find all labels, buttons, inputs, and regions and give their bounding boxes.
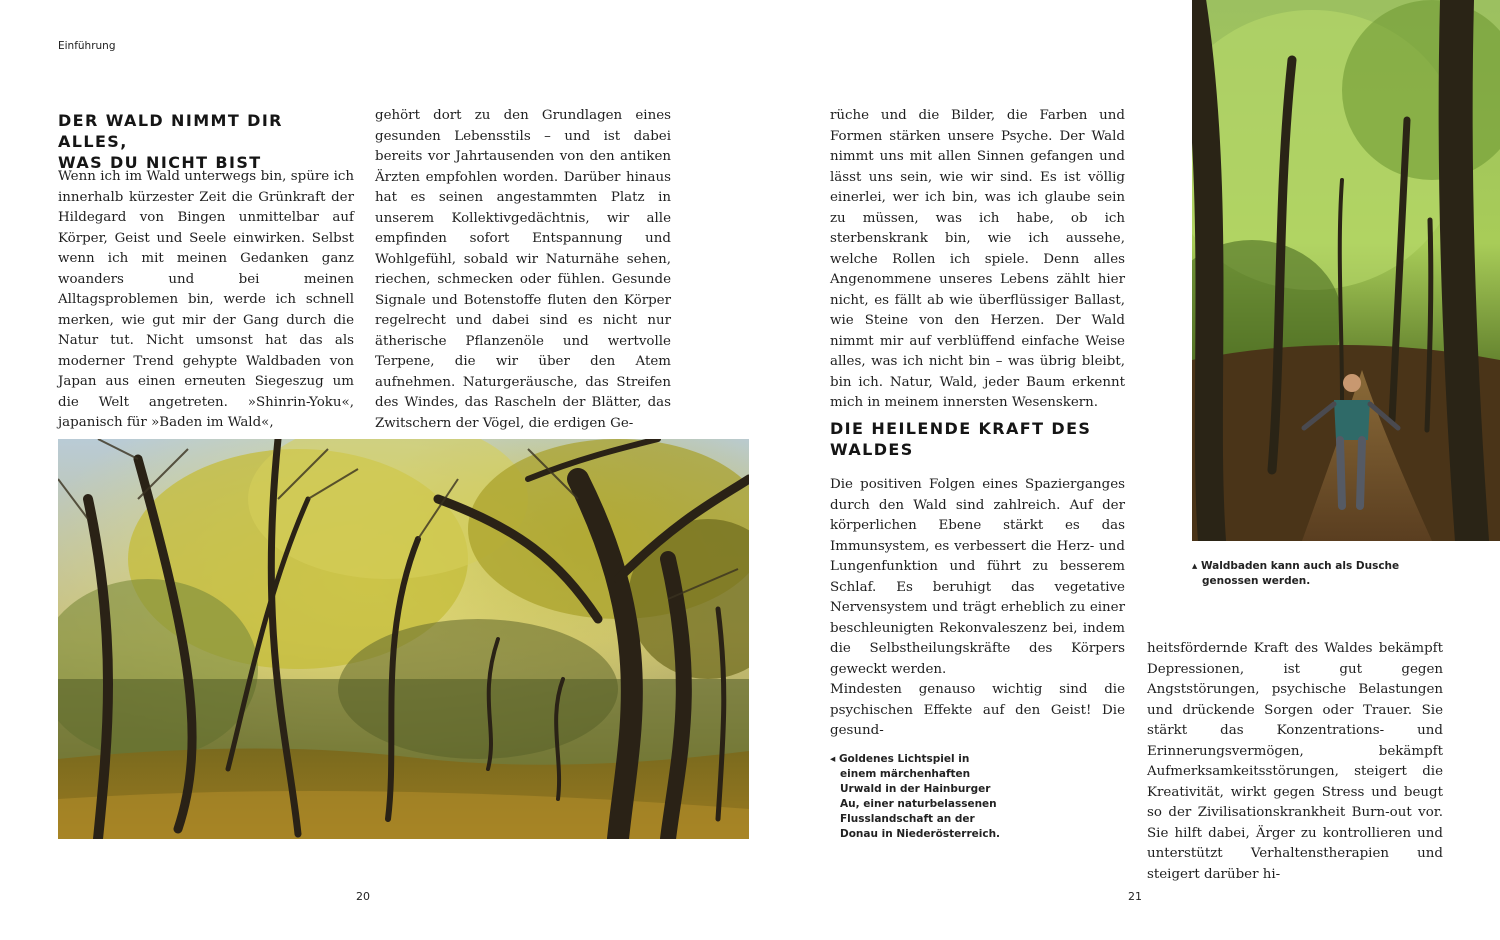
autumn-forest-photo	[58, 439, 749, 839]
paragraph-psychic-effects: Mindesten genauso wichtig sind die psychischen Effekte auf den Geist! Die gesund-	[830, 682, 1125, 738]
caption-left-line-6: Donau in Niederösterreich.	[840, 828, 1001, 840]
caption-left-line-2: einem märchenhaften	[840, 768, 971, 780]
paragraph-physical-effects: Die positiven Folgen eines Spazierganges durch den Wald sind zahlreich. Auf der körperlichen Ebene stärkt es das Immunsystem, es verbessert die Herz- und Lungenfunktion und führt zu besserem Schlaf. Es beruhigt das vegetative Nervensystem und trägt erheblich zu einer beschleunigten Rekonvaleszenz bei, indem die Selbstheilungskräfte des Körpers geweckt werden.	[830, 477, 1125, 677]
caption-right-line-1: Waldbaden kann auch als Dusche	[1200, 560, 1400, 572]
caption-left-line-5: Flusslandschaft an der	[840, 813, 975, 825]
caption-right-marker: ▴	[1192, 560, 1198, 572]
page-number-left: 20	[356, 890, 370, 903]
body-column-4: heitsfördernde Kraft des Waldes bekämpft Depressionen, ist gut gegen Angststörungen, psychische Belastungen und drückende Sorgen oder Trauer. Sie stärkt das Konzentrations- und Erinnerungsvermögen, bekämpft Aufmerksamkeitsstörungen, steigert die Kreativität, wirkt gegen Stress und beugt so der Zivilisationskrankheit Burn-out vor. Sie hilft dabei, Ärger zu kontrollieren und unterstützt Verhaltenstherapien und steigert darüber hi-	[1147, 641, 1443, 882]
child-forest-photo	[1192, 0, 1500, 541]
caption-left-marker: ◂	[830, 753, 836, 765]
heading-2-line-1: DIE HEILENDE KRAFT DES	[830, 419, 1092, 438]
running-head: Einführung	[58, 40, 116, 52]
body-column-3-top: rüche und die Bilder, die Farben und Formen stärken unsere Psyche. Der Wald nimmt uns mit allen Sinnen gefangen und lässt uns sein, wie wir sind. Es ist völlig einerlei, wer ich bin, was ich glaube sein zu müssen, was ich habe, ob ich sterbenskrank bin, wie ich aussehe, welche Rollen ich spiele. Denn alles Angenommene unseres Lebens zählt hier nicht, es fällt ab wie überflüssiger Ballast, wie Steine von den Herzen. Der Wald nimmt mir auf verblüffend einfache Weise alles, was ich nicht bin – was übrig bleibt, bin ich. Natur, Wald, jeder Baum erkennt mich in meinem innersten Wesenskern.	[830, 108, 1125, 410]
caption-left-line-3: Urwald in der Hainburger	[840, 783, 991, 795]
heading-1-line-1: DER WALD NIMMT DIR ALLES,	[58, 111, 283, 151]
section-heading-2	[830, 418, 1130, 460]
caption-autumn-forest	[830, 752, 1030, 842]
body-column-3-bottom	[830, 475, 1125, 742]
caption-left-line-4: Au, einer naturbelassenen	[840, 798, 997, 810]
body-column-1: Wenn ich im Wald unterwegs bin, spüre ich innerhalb kürzester Zeit die Grünkraft der Hildegard von Bingen unmittelbar auf Körper, Geist und Seele einwirken. Selbst wenn ich mit meinen Gedanken ganz woanders und bei meinen Alltagsproblemen bin, werde ich schnell merken, wie gut mir der Gang durch die Natur tut. Nicht umsonst hat das als moderner Trend gehypte Waldbaden von Japan aus einen erneuten Siegeszug um die Welt angetreten. »Shinrin-Yoku«, japanisch für »Baden im Wald«,	[58, 169, 354, 430]
section-heading-1	[58, 110, 358, 173]
page-number-right: 21	[1128, 890, 1142, 903]
caption-right-line-2: genossen werden.	[1202, 575, 1311, 587]
heading-2-line-2: WALDES	[830, 440, 914, 459]
caption-left-line-1: Goldenes Lichtspiel in	[838, 753, 970, 765]
heading-1-line-2: WAS DU NICHT BIST	[58, 153, 262, 172]
caption-child-forest	[1192, 559, 1422, 589]
body-column-2: gehört dort zu den Grundlagen eines gesunden Lebensstils – und ist dabei bereits vor Jahrtausenden von den antiken Ärzten empfohlen worden. Darüber hinaus hat es seinen angestammten Platz in unserem Kollektivgedächtnis, wir alle empfinden sofort Entspannung und Wohlgefühl, sobald wir Naturnähe sehen, riechen, schmecken oder fühlen. Gesunde Signale und Botenstoffe fluten den Körper regelrecht und dabei sind es nicht nur ätherische Pflanzenöle und wertvolle Terpene, die wir über den Atem aufnehmen. Naturgeräusche, das Streifen des Windes, das Rascheln der Blätter, das Zwitschern der Vögel, die erdigen Ge-	[375, 108, 671, 431]
